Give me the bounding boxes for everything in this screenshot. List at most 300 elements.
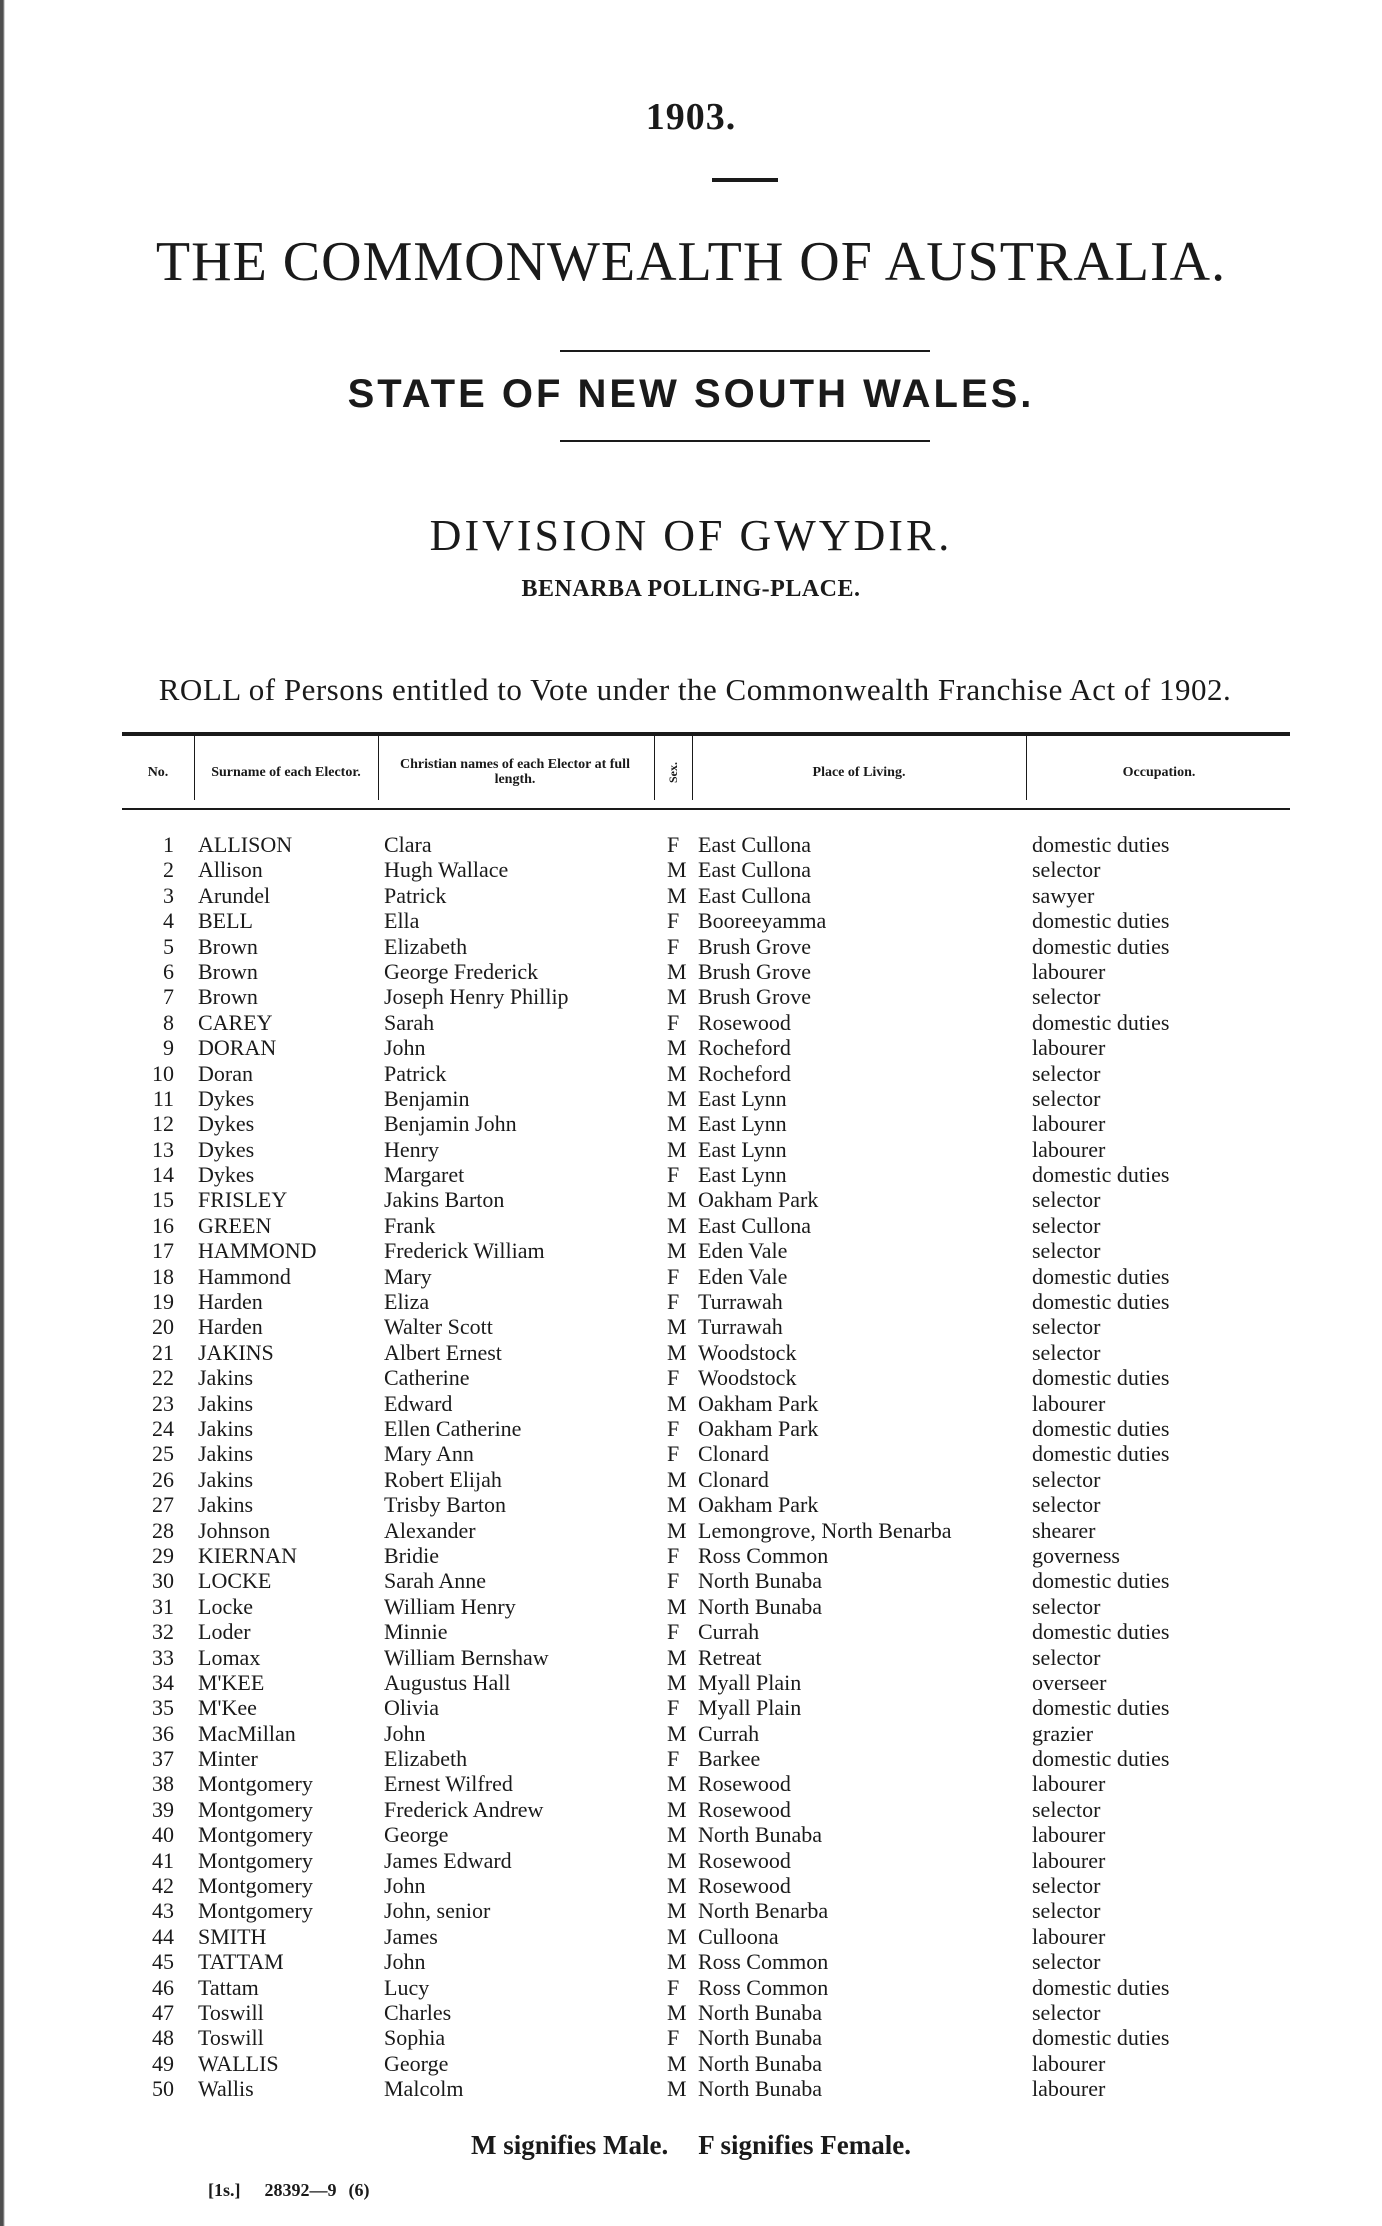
elector-place: Brush Grove [698,933,812,959]
elector-sex: F [667,1263,680,1289]
elector-christian-names: Sarah [384,1009,435,1035]
elector-sex: F [667,1162,680,1188]
header-christian-names: Christian names of each Elector at full length. [400,757,630,787]
elector-surname: MacMillan [198,1720,296,1746]
elector-occupation: labourer [1032,1771,1106,1797]
elector-christian-names: Augustus Hall [384,1669,511,1695]
elector-surname: Loder [198,1619,251,1645]
column-divider [692,736,693,800]
elector-sex: M [667,1669,687,1695]
elector-occupation: labourer [1032,1822,1106,1848]
elector-christian-names: Olivia [384,1695,439,1721]
elector-number: 30 [152,1568,174,1594]
elector-christian-names: William Bernshaw [384,1644,549,1670]
elector-occupation: sawyer [1032,882,1095,908]
table-row [122,1289,1290,1314]
elector-christian-names: Albert Ernest [384,1339,502,1365]
elector-christian-names: James [384,1923,438,1949]
elector-christian-names: Joseph Henry Phillip [384,984,569,1010]
elector-sex: M [667,1999,687,2025]
elector-occupation: labourer [1032,1923,1106,1949]
elector-number: 37 [152,1746,174,1772]
elector-occupation: grazier [1032,1720,1094,1746]
elector-place: Turrawah [698,1289,783,1315]
elector-occupation: selector [1032,1187,1101,1213]
elector-place: Currah [698,1720,760,1746]
elector-number: 44 [152,1923,174,1949]
elector-place: Rosewood [698,1873,791,1899]
elector-place: North Bunaba [698,1822,823,1848]
elector-surname: Locke [198,1593,253,1619]
table-row [122,1213,1290,1238]
elector-sex: M [667,857,687,883]
elector-sex: M [667,984,687,1010]
elector-place: East Cullona [698,1212,812,1238]
scan-edge [0,0,14,2226]
elector-number: 11 [152,1085,174,1111]
elector-surname: Brown [198,958,258,984]
elector-number: 28 [152,1517,174,1543]
elector-christian-names: Ellen Catherine [384,1415,522,1441]
elector-number: 45 [152,1949,174,1975]
elector-sex: F [667,1542,680,1568]
elector-occupation: labourer [1032,1390,1106,1416]
table-row [122,1797,1290,1822]
elector-surname: Jakins [198,1415,253,1441]
elector-place: Rocheford [698,1035,791,1061]
elector-surname: TATTAM [198,1949,284,1975]
table-row [122,1873,1290,1898]
elector-occupation: overseer [1032,1669,1107,1695]
elector-place: North Bunaba [698,1568,823,1594]
elector-number: 32 [152,1619,174,1645]
elector-place: Clonard [698,1466,769,1492]
elector-place: Rocheford [698,1060,791,1086]
elector-number: 1 [163,832,174,857]
table-row [122,934,1290,959]
table-row [122,1975,1290,2000]
column-divider [194,736,195,800]
elector-christian-names: Walter Scott [384,1314,493,1340]
elector-place: Oakham Park [698,1415,819,1441]
elector-christian-names: John [384,1949,426,1975]
elector-christian-names: Charles [384,1999,452,2025]
elector-occupation: domestic duties [1032,1289,1170,1315]
header-sex-cell [656,736,690,808]
elector-number: 21 [152,1339,174,1365]
table-row [122,1771,1290,1796]
elector-number: 17 [152,1238,174,1264]
elector-number: 2 [163,857,174,883]
elector-christian-names: Mary [384,1263,432,1289]
elector-number: 35 [152,1695,174,1721]
elector-number: 49 [152,2050,174,2076]
elector-occupation: selector [1032,1212,1101,1238]
table-row [122,1010,1290,1035]
elector-occupation: domestic duties [1032,1974,1170,2000]
table-row [122,1086,1290,1111]
table-row [122,1695,1290,1720]
elector-christian-names: Elizabeth [384,933,468,959]
elector-surname: SMITH [198,1923,267,1949]
elector-occupation: domestic duties [1032,1619,1170,1645]
division-title: DIVISION OF GWYDIR. [429,511,953,560]
elector-surname: JAKINS [198,1339,274,1365]
table-row [122,1619,1290,1644]
elector-occupation: selector [1032,1796,1101,1822]
elector-sex: M [667,1187,687,1213]
footer-sheet: (6) [348,2180,370,2200]
elector-sex: M [667,1212,687,1238]
elector-sex: M [667,1339,687,1365]
elector-number: 29 [152,1542,174,1568]
elector-number: 46 [152,1974,174,2000]
elector-surname: WALLIS [198,2050,279,2076]
table-row [122,908,1290,933]
elector-occupation: domestic duties [1032,1009,1170,1035]
elector-surname: Montgomery [198,1796,313,1822]
elector-surname: Montgomery [198,1898,313,1924]
elector-sex: M [667,1111,687,1137]
elector-christian-names: John [384,1873,426,1899]
elector-place: Oakham Park [698,1390,819,1416]
table-row [122,2076,1290,2101]
elector-surname: CAREY [198,1009,273,1035]
elector-surname: HAMMOND [198,1238,317,1264]
elector-occupation: labourer [1032,1111,1106,1137]
elector-occupation: domestic duties [1032,1568,1170,1594]
elector-place: North Bunaba [698,1593,823,1619]
elector-occupation: labourer [1032,1136,1106,1162]
elector-place: Retreat [698,1644,762,1670]
elector-surname: Jakins [198,1441,253,1467]
elector-number: 31 [152,1593,174,1619]
elector-sex: M [667,1466,687,1492]
elector-occupation: domestic duties [1032,1695,1170,1721]
elector-occupation: domestic duties [1032,1415,1170,1441]
elector-christian-names: Lucy [384,1974,430,2000]
elector-surname: Dykes [198,1111,255,1137]
elector-surname: Montgomery [198,1873,313,1899]
elector-occupation: selector [1032,1898,1101,1924]
table-body [122,832,1290,2102]
header-no: No. [147,764,169,780]
elector-place: North Benarba [698,1898,829,1924]
elector-place: Rosewood [698,1771,791,1797]
elector-christian-names: Frederick William [384,1238,545,1264]
elector-sex: M [667,1873,687,1899]
table-row [122,1137,1290,1162]
elector-christian-names: James Edward [384,1847,512,1873]
elector-sex: F [667,1441,680,1467]
elector-surname: BELL [198,908,253,934]
elector-christian-names: Edward [384,1390,453,1416]
elector-surname: Jakins [198,1492,253,1518]
table-row [122,883,1290,908]
elector-number: 8 [163,1009,174,1035]
table-row [122,1365,1290,1390]
table-row [122,1848,1290,1873]
table-row [122,1416,1290,1441]
elector-christian-names: Malcolm [384,2076,464,2102]
elector-place: East Lynn [698,1136,787,1162]
elector-number: 34 [152,1669,174,1695]
elector-number: 10 [152,1060,174,1086]
elector-occupation: domestic duties [1032,1162,1170,1188]
elector-occupation: domestic duties [1032,908,1170,934]
elector-christian-names: Bridie [384,1542,439,1568]
elector-place: Myall Plain [698,1695,802,1721]
elector-sex: M [667,2050,687,2076]
table-row [122,1391,1290,1416]
elector-christian-names: Frederick Andrew [384,1796,544,1822]
elector-christian-names: Ernest Wilfred [384,1771,513,1797]
table-row [122,1492,1290,1517]
elector-surname: Allison [198,857,263,883]
elector-place: Rosewood [698,1796,791,1822]
elector-place: Turrawah [698,1314,783,1340]
elector-occupation: labourer [1032,1035,1106,1061]
header-surname: Surname of each Elector. [211,764,361,780]
elector-surname: Jakins [198,1390,253,1416]
table-row [122,1441,1290,1466]
elector-place: Ross Common [698,1949,829,1975]
elector-number: 43 [152,1898,174,1924]
elector-sex: F [667,1415,680,1441]
elector-number: 4 [163,908,174,934]
elector-surname: Toswill [198,2025,264,2051]
table-row [122,1543,1290,1568]
elector-christian-names: Clara [384,832,432,857]
elector-sex: F [667,1974,680,2000]
elector-surname: Jakins [198,1365,253,1391]
elector-place: North Bunaba [698,2076,823,2102]
elector-place: Brush Grove [698,958,812,984]
elector-place: Oakham Park [698,1187,819,1213]
elector-place: North Bunaba [698,1999,823,2025]
elector-occupation: labourer [1032,958,1106,984]
elector-occupation: selector [1032,1873,1101,1899]
divider-rule [712,178,778,182]
table-row [122,1061,1290,1086]
elector-place: Myall Plain [698,1669,802,1695]
elector-number: 9 [163,1035,174,1061]
state-title: STATE OF NEW SOUTH WALES. [347,372,1035,416]
elector-place: Oakham Park [698,1492,819,1518]
table-row [122,1670,1290,1695]
elector-surname: LOCKE [198,1568,272,1594]
elector-number: 3 [163,882,174,908]
elector-sex: M [667,2076,687,2102]
table-row [122,1314,1290,1339]
elector-christian-names: Jakins Barton [384,1187,505,1213]
elector-surname: Dykes [198,1136,255,1162]
elector-number: 40 [152,1822,174,1848]
elector-number: 42 [152,1873,174,1899]
elector-christian-names: Hugh Wallace [384,857,509,883]
elector-number: 41 [152,1847,174,1873]
elector-christian-names: John, senior [384,1898,491,1924]
footer-number: 28392—9 [264,2180,337,2200]
elector-surname: Dykes [198,1085,255,1111]
polling-place-title: BENARBA POLLING-PLACE. [521,576,861,602]
footer-code: [1s.] [208,2180,241,2200]
elector-surname: KIERNAN [198,1542,297,1568]
elector-surname: Wallis [198,2076,254,2102]
elector-place: Woodstock [698,1365,797,1391]
elector-christian-names: John [384,1035,426,1061]
elector-number: 5 [163,933,174,959]
elector-occupation: labourer [1032,1847,1106,1873]
elector-surname: ALLISON [198,832,293,857]
elector-number: 13 [152,1136,174,1162]
elector-christian-names: Patrick [384,882,447,908]
table-header [122,732,1290,810]
table-row [122,1035,1290,1060]
elector-surname: Tattam [198,1974,259,2000]
table-row [122,1924,1290,1949]
elector-christian-names: Frank [384,1212,436,1238]
elector-number: 22 [152,1365,174,1391]
table-row [122,1518,1290,1543]
elector-surname: Minter [198,1746,258,1772]
elector-place: Barkee [698,1746,761,1772]
elector-sex: M [667,1390,687,1416]
elector-place: Rosewood [698,1847,791,1873]
elector-sex: M [667,1060,687,1086]
elector-number: 38 [152,1771,174,1797]
elector-number: 12 [152,1111,174,1137]
elector-occupation: domestic duties [1032,1263,1170,1289]
elector-surname: Doran [198,1060,253,1086]
elector-surname: Jakins [198,1466,253,1492]
elector-surname: FRISLEY [198,1187,288,1213]
elector-occupation: selector [1032,857,1101,883]
legend-female: F signifies Female. [698,2130,911,2160]
elector-occupation: selector [1032,1339,1101,1365]
elector-surname: Montgomery [198,1771,313,1797]
elector-sex: F [667,1695,680,1721]
elector-occupation: domestic duties [1032,1365,1170,1391]
table-row [122,1898,1290,1923]
column-divider [654,736,655,800]
header-occupation: Occupation. [1122,764,1196,780]
elector-christian-names: Trisby Barton [384,1492,507,1518]
elector-christian-names: Catherine [384,1365,470,1391]
elector-occupation: selector [1032,1466,1101,1492]
elector-sex: M [667,1035,687,1061]
elector-surname: Dykes [198,1162,255,1188]
elector-surname: Arundel [198,882,271,908]
elector-occupation: selector [1032,1060,1101,1086]
elector-surname: M'KEE [198,1669,265,1695]
elector-christian-names: Sarah Anne [384,1568,487,1594]
elector-occupation: governess [1032,1542,1120,1568]
elector-place: East Cullona [698,882,812,908]
table-row [122,1594,1290,1619]
elector-occupation: selector [1032,1492,1101,1518]
table-row [122,1111,1290,1136]
elector-place: Brush Grove [698,984,812,1010]
table-row [122,2025,1290,2050]
column-divider [378,736,379,800]
elector-surname: Brown [198,933,258,959]
elector-sex: M [667,1492,687,1518]
elector-christian-names: John [384,1720,426,1746]
elector-number: 25 [152,1441,174,1467]
elector-surname: Johnson [198,1517,271,1543]
table-row [122,1822,1290,1847]
elector-place: Ross Common [698,1974,829,2000]
print-footer [208,2180,370,2201]
elector-christian-names: Benjamin John [384,1111,517,1137]
sex-legend [0,2130,1382,2161]
elector-occupation: domestic duties [1032,1441,1170,1467]
elector-number: 33 [152,1644,174,1670]
elector-occupation: domestic duties [1032,1746,1170,1772]
elector-occupation: labourer [1032,2050,1106,2076]
elector-sex: F [667,1289,680,1315]
elector-sex: M [667,1720,687,1746]
table-row [122,1238,1290,1263]
elector-christian-names: Mary Ann [384,1441,474,1467]
table-row [122,1264,1290,1289]
elector-sex: M [667,1771,687,1797]
elector-sex: M [667,1898,687,1924]
elector-sex: M [667,1949,687,1975]
table-row [122,1568,1290,1593]
table-row [122,2051,1290,2076]
table-row [122,1467,1290,1492]
elector-sex: M [667,1593,687,1619]
table-row [122,1162,1290,1187]
elector-surname: Harden [198,1289,263,1315]
elector-place: East Lynn [698,1162,787,1188]
elector-sex: F [667,1365,680,1391]
elector-occupation: selector [1032,1644,1101,1670]
elector-sex: M [667,1517,687,1543]
elector-christian-names: Sophia [384,2025,446,2051]
table-row [122,1949,1290,1974]
elector-number: 39 [152,1796,174,1822]
elector-occupation: domestic duties [1032,832,1170,857]
elector-occupation: selector [1032,1949,1101,1975]
elector-sex: M [667,1847,687,1873]
table-row [122,832,1290,857]
elector-sex: F [667,908,680,934]
table-row [122,1721,1290,1746]
legend-male: M signifies Male. [471,2130,669,2160]
elector-christian-names: George [384,1822,449,1848]
elector-sex: F [667,1746,680,1772]
elector-christian-names: Minnie [384,1619,448,1645]
elector-surname: GREEN [198,1212,272,1238]
elector-place: North Bunaba [698,2050,823,2076]
elector-number: 23 [152,1390,174,1416]
elector-sex: M [667,958,687,984]
table-row [122,2000,1290,2025]
column-divider [1026,736,1027,800]
elector-christian-names: Henry [384,1136,439,1162]
elector-number: 16 [152,1212,174,1238]
elector-christian-names: Eliza [384,1289,430,1315]
elector-place: East Lynn [698,1085,787,1111]
elector-place: Currah [698,1619,760,1645]
elector-place: Ross Common [698,1542,829,1568]
elector-sex: F [667,1009,680,1035]
elector-surname: Brown [198,984,258,1010]
elector-sex: M [667,1136,687,1162]
